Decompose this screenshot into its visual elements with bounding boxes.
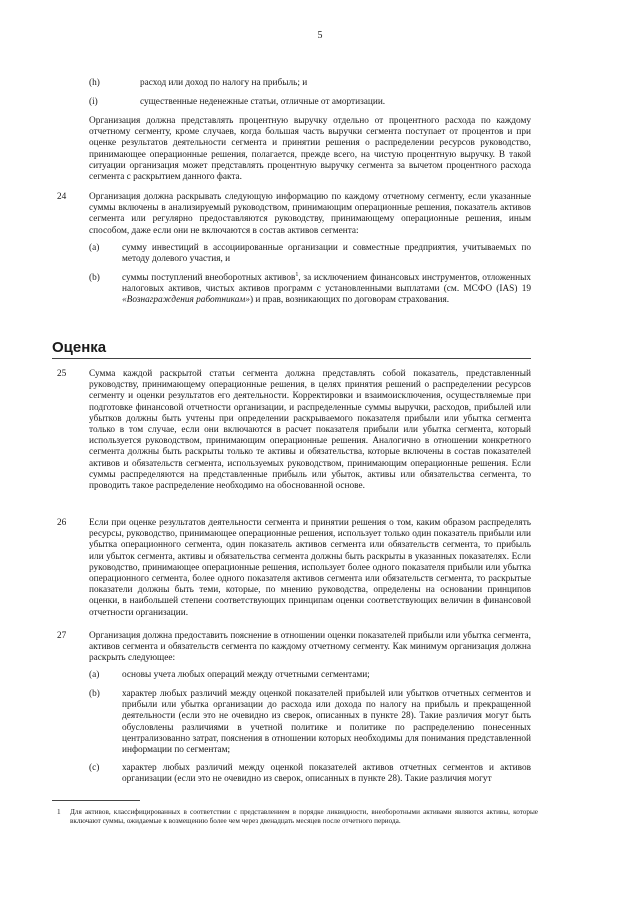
- list-item-label: (b): [89, 273, 100, 283]
- paragraph-25: Сумма каждой раскрытой статьи сегмента должна представлять собой показатель, представленный руководству, принимающему операционные решения, в целях принятия решений о распределении ресурсов сегменту и оценки результатов его деятельности. Корректировки и взаимоисключения, осуществляемые при подготовке финансовой отчетности организации, и распределенные суммы выручки, расходов, прибылей или убытков должны быть учтены при определении раскрываемого показателя прибыли или убытка сегмента только в том случае, если они включаются в расчет показателя прибыли или убытка сегмента, который используется руководством, принимающим операционные решения. Аналогично в отношении конкретного сегмента должны быть раскрыты только те активы и обязательства, которые включены в состав показателей активов и обязательств сегмента, используемых руководством, принимающим операционные решения. Если суммы распределяются на представленные прибыль или убыток, активы или обязательства сегмента, то проводить такое распределение необходимо на обоснованной основе.: [89, 369, 531, 492]
- list-item-text: основы учета любых операций между отчетными сегментами;: [122, 670, 370, 680]
- list-item-text: сумму инвестиций в ассоциированные организации и совместные предприятия, учитываемых по методу долевого участия, и: [122, 243, 531, 265]
- paragraph-number-26: 26: [57, 518, 67, 528]
- paragraph-26: Если при оценке результатов деятельности сегмента и принятии решения о том, каким образом распределять ресурсы, руководство, принимающее операционные решения, использует только один показатель прибыли или убытка операционного сегмента, один показатель активов сегмента или обязательств сегмента, то прибыль или убыток сегмента, активы и обязательства сегмента должны быть раскрыты в указанных показателях. Если руководство, принимающее операционные решения, использует более одного показателя прибыли или убытка операционного сегмента, более одного показателя активов сегмента или обязательств сегмента, то раскрытые показатели должны быть теми, которые, по мнению руководства, определены на основании принципов оценки, в наибольшей степени соответствующих принципам оценки соответствующих величин в финансовой отчетности организации.: [89, 518, 531, 618]
- list-item-text: характер любых различий между оценкой показателей активов отчетных сегментов и активов организации (если это не очевидно из сверок, описанных в пункте 28). Такие различия могут: [122, 763, 531, 785]
- paragraph-number-25: 25: [57, 369, 67, 379]
- paragraph-number-27: 27: [57, 631, 67, 641]
- footnote-reference[interactable]: 1: [295, 271, 299, 278]
- list-item-label: (b): [89, 689, 100, 699]
- list-item-label: (i): [89, 97, 98, 107]
- page-number: 5: [317, 30, 323, 41]
- footnote-text: Для активов, классифицированных в соответствии с представлением в порядке ликвидности, внеоборотными активами являются активы, которые включают суммы, ожидаемые к возмещению более чем через двенадцать месяцев после отчетного периода.: [70, 808, 538, 826]
- paragraph-27: Организация должна предоставить пояснение в отношении оценки показателей прибыли или убытка сегмента, активов сегмента и обязательств сегмента по каждому отчетному сегменту. Как минимум организация должна раскрыть следующее:: [89, 631, 531, 664]
- paragraph-24: Организация должна раскрывать следующую информацию по каждому отчетному сегменту, если указанные суммы включены в анализируемый руководством, принимающим операционные решения, показатель активов сегмента или регулярно предоставляются руководству, принимающему операционные решения, иным способом, даже если они не включаются в состав активов сегмента:: [89, 192, 531, 236]
- list-item-label: (c): [89, 763, 100, 773]
- list-item-text: суммы поступлений внеоборотных активов$^1$, за исключением финансовых инструментов, отложенных налоговых активов, чистых активов программ с установленными выплатами (см. МСФО (IAS) 19 «Вознаграждения работникам») и прав, возникающих по договорам страхования.: [122, 271, 531, 306]
- list-item-text: существенные неденежные статьи, отличные от амортизации.: [140, 97, 386, 107]
- list-item-label: (h): [89, 78, 100, 88]
- section-heading: Оценка: [52, 339, 107, 356]
- list-item-label: (a): [89, 243, 100, 253]
- paragraph-number-24: 24: [57, 192, 67, 202]
- paragraph-interest-revenue: Организация должна представлять процентную выручку отдельно от процентного расхода по каждому отчетному сегменту, кроме случаев, когда большая часть выручки сегмента поступает от процентов и при оценке результатов деятельности сегмента и принятии решения о распределении ресурсов руководство, принимающее операционные решения, полагается, прежде всего, на чистую процентную выручку. В такой ситуации организация может представлять процентную выручку сегмента за вычетом процентного расхода сегмента с раскрытием данного факта.: [89, 116, 531, 183]
- section-divider: [52, 358, 531, 359]
- list-item-label: (a): [89, 670, 100, 680]
- list-item-text: характер любых различий между оценкой показателей прибылей или убытков отчетных сегментов и прибыли или убытка организации до расхода или дохода по налогу на прибыль и прекращенной деятельности (если это не очевидно из сверок, описанных в пункте 28). Такие различия могут быть обусловлены различиями в учетной политике и политике по распределению понесенных централизованно затрат, пояснения в отношении которых необходимы для понимания представленной информации по сегментам;: [122, 689, 531, 756]
- footnote-divider: [52, 800, 140, 801]
- list-item-text: расход или доход по налогу на прибыль; и: [140, 78, 308, 88]
- footnote-mark: 1: [57, 808, 61, 816]
